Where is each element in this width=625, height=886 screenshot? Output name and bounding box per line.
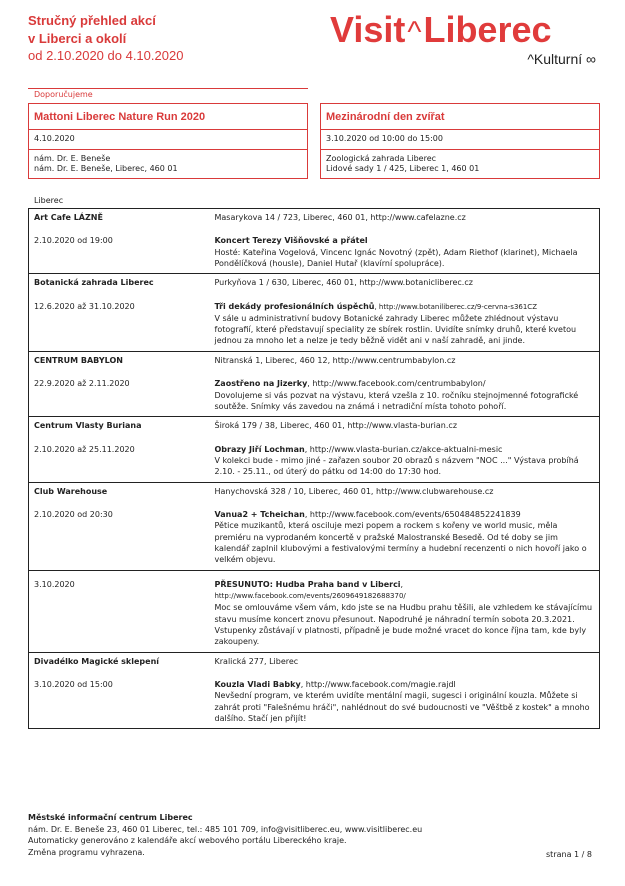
- recommended-label: Doporučujeme: [34, 90, 93, 99]
- logo-subtitle: ^Kulturní ∞: [527, 51, 596, 67]
- venue-row: [29, 351, 600, 370]
- venue-address: Nitranská 1, Liberec, 460 12, http://www.centrumbabylon.cz: [210, 351, 600, 370]
- event-description: Moc se omlouváme všem vám, kdo jste se na Hudbu prahu těšili, ale vzhledem ke stávajícímu stavu musíme koncert znovu přesunout. Napodruhé je náhradní termín sobota 20.3.2021. Vstupenky zůstávají v platnosti, případně je bude možné vracet do konce října tam, kde byly zakoupeny.: [214, 603, 593, 647]
- logo-word-liberec: Liberec: [423, 9, 552, 50]
- recommended-place-name: nám. Dr. E. Beneše: [34, 153, 111, 163]
- event-title: Koncert Terezy Višňovské a přátel: [214, 236, 368, 246]
- event-row: [29, 370, 600, 417]
- event-description: Dovolujeme si vás pozvat na výstavu, která vzešla z 10. ročníku stejnojmenné fotografické soutěže. Snímky vás zavedou na známá i netradiční místa tohoto pohoří.: [214, 390, 579, 411]
- event-date: 3.10.2020: [29, 570, 210, 652]
- venue-address: Purkyňova 1 / 630, Liberec, 460 01, http://www.botanicliberec.cz: [210, 274, 600, 293]
- recommended-place-address: nám. Dr. E. Beneše, Liberec, 460 01: [34, 164, 178, 174]
- event-row: [29, 436, 600, 483]
- logo-caret-icon: ^: [407, 16, 422, 49]
- event-date: 2.10.2020 až 25.11.2020: [29, 436, 210, 483]
- event-description: Hosté: Kateřina Vogelová, Vincenc Ignác Novotný (zpět), Adam Riethof (klarinet), Michaela Pondělíčková (housle), Daniel Hutař (klavírní spolupráce).: [214, 247, 578, 269]
- venue-name: Centrum Vlasty Buriana: [29, 417, 210, 436]
- logo-word-visit: Visit: [330, 9, 406, 50]
- venue-name: Botanická zahrada Liberec: [29, 274, 210, 293]
- venue-address: Hanychovská 328 / 10, Liberec, 460 01, http://www.clubwarehouse.cz: [210, 482, 600, 501]
- event-date: 2.10.2020 od 20:30: [29, 501, 210, 570]
- venue-name: Club Warehouse: [29, 482, 210, 501]
- event-row: [29, 501, 600, 570]
- event-description: Pětice muzikantů, která osciluje mezi popem a rockem s kořeny ve world music, měla premiéru na vyprodaném koncertě v pražské Malostranské Besedě. Od té doby se jim kalendář zaplnil klubovými a festivalovými termíny a hudební recenzenti o nich hovoří jako o velkém objevu.: [214, 521, 587, 565]
- recommended-card-2: [320, 103, 600, 179]
- event-row: [29, 293, 600, 352]
- venue-name: CENTRUM BABYLON: [29, 351, 210, 370]
- event-url[interactable]: , http://www.vlasta-burian.cz/akce-aktualni-mesic: [304, 444, 503, 454]
- venue-row: [29, 209, 600, 228]
- document-title: [28, 12, 328, 65]
- event-detail: [210, 436, 600, 483]
- event-date: 22.9.2020 až 2.11.2020: [29, 370, 210, 417]
- venue-row: [29, 274, 600, 293]
- recommended-card-1: [28, 103, 308, 179]
- event-url[interactable]: , http://www.facebook.com/events/650484852241839: [304, 510, 521, 520]
- event-url[interactable]: , http://www.facebook.com/centrumbabylon/: [307, 379, 486, 389]
- venue-address: Široká 179 / 38, Liberec, 460 01, http://www.vlasta-burian.cz: [210, 417, 600, 436]
- date-range: od 2.10.2020 do 4.10.2020: [28, 48, 184, 64]
- event-row: [29, 570, 600, 652]
- event-row: [29, 671, 600, 729]
- venue-row: [29, 482, 600, 501]
- event-title: Tři dekády profesionálních úspěchů: [214, 301, 375, 311]
- footer-note-generated: Automaticky generováno z kalendáře akcí webového portálu Libereckého kraje.: [28, 836, 347, 846]
- event-detail: [210, 501, 600, 570]
- event-detail: [210, 293, 600, 352]
- title-line-1: Stručný přehled akcí: [28, 13, 156, 28]
- recommended-place: [29, 150, 307, 179]
- footer-contact: nám. Dr. E. Beneše 23, 460 01 Liberec, tel.: 485 101 709, info@visitliberec.eu, www.visitliberec.eu: [28, 824, 423, 834]
- venue-address: Masarykova 14 / 723, Liberec, 460 01, http://www.cafelazne.cz: [210, 209, 600, 228]
- event-description: V kolekci bude - mimo jiné - zařazen soubor 20 obrazů s názvem "NOC ..." Výstava probíhá 2.10. - 25.11., od úterý do pátku od 14:00 do 17:30 hod.: [214, 455, 579, 477]
- footer: [28, 812, 600, 858]
- event-title: Kouzla Vladi Babky: [214, 679, 301, 689]
- event-detail: [210, 227, 600, 274]
- event-description: V sále u administrativní budovy Botanické zahrady Liberec můžete zhlédnout výstavu fotografií, které představují speciality ze sbírek rostlin. Uvidíte snímky druhů, které kvetou jednou za mnoho let a nelze je tedy běžně vidět ani v naší zahradě, ani jinde.: [214, 313, 577, 346]
- section-label: Liberec: [34, 196, 64, 205]
- event-title: PŘESUNUTO: Hudba Praha band v Liberci: [214, 579, 401, 589]
- event-date: 3.10.2020 od 15:00: [29, 671, 210, 729]
- venue-row: [29, 652, 600, 671]
- recommended-title: Mezinárodní den zvířat: [321, 104, 599, 130]
- event-url[interactable]: http://www.facebook.com/events/2609649182688370/: [214, 592, 406, 601]
- recommended-title: Mattoni Liberec Nature Run 2020: [29, 104, 307, 130]
- title-line-2: v Liberci a okolí: [28, 30, 127, 46]
- footer-note-changes: Změna programu vyhrazena.: [28, 847, 145, 857]
- venue-address: Kralická 277, Liberec: [210, 652, 600, 671]
- venue-name: Art Cafe LÁZNĚ: [29, 209, 210, 228]
- event-description: Nevšední program, ve kterém uvidíte mentální magii, sugesci i originální kouzla. Můžete si zahrát proti "Falešnému hráči", nahlédnout do své budoucnosti ve "Věštbě z kostek" a mnoho dalšího. Stačí jen přijít!: [214, 691, 590, 724]
- recommended-place-address: Lidové sady 1 / 425, Liberec 1, 460 01: [326, 164, 480, 174]
- recommended-place-name: Zoologická zahrada Liberec: [326, 153, 437, 163]
- page-number: strana 1 / 8: [546, 850, 592, 859]
- events-table: [28, 208, 600, 729]
- event-detail: [210, 671, 600, 729]
- event-url[interactable]: , http://www.botaniliberec.cz/9-cervna-s361CZ: [374, 302, 537, 311]
- event-detail: PŘESUNUTO: Hudba Praha band v Liberci, http://www.facebook.com/events/2609649182688370/ Moc se omlouváme všem vám, kdo jste se na Hudbu prahu těšili, ale vzhledem ke stávajícímu stavu musíme koncert znovu přesunout. Napodruhé je náhradní termín sobota 20.3.2021. Vstupenky zůstávají v platnosti, případně je bude možné vracet do konce října tam, kde byly zakoupeny.: [210, 570, 600, 652]
- recommended-place: [321, 150, 599, 179]
- event-date: 12.6.2020 až 31.10.2020: [29, 293, 210, 352]
- recommended-date: 4.10.2020: [29, 130, 307, 149]
- event-url[interactable]: , http://www.facebook.com/magie.rajdl: [300, 679, 456, 689]
- event-title: Obrazy Jiří Lochman: [214, 444, 305, 454]
- venue-row: [29, 417, 600, 436]
- event-detail: [210, 370, 600, 417]
- event-row: [29, 227, 600, 274]
- venue-name: Divadélko Magické sklepení: [29, 652, 210, 671]
- visit-liberec-logo: [330, 10, 602, 70]
- event-title: Zaostřeno na Jizerky: [214, 379, 308, 389]
- recommended-date: 3.10.2020 od 10:00 do 15:00: [321, 130, 599, 149]
- event-date: 2.10.2020 od 19:00: [29, 227, 210, 274]
- footer-organization: Městské informační centrum Liberec: [28, 813, 193, 822]
- event-title: Vanua2 + Tcheichan: [214, 510, 305, 520]
